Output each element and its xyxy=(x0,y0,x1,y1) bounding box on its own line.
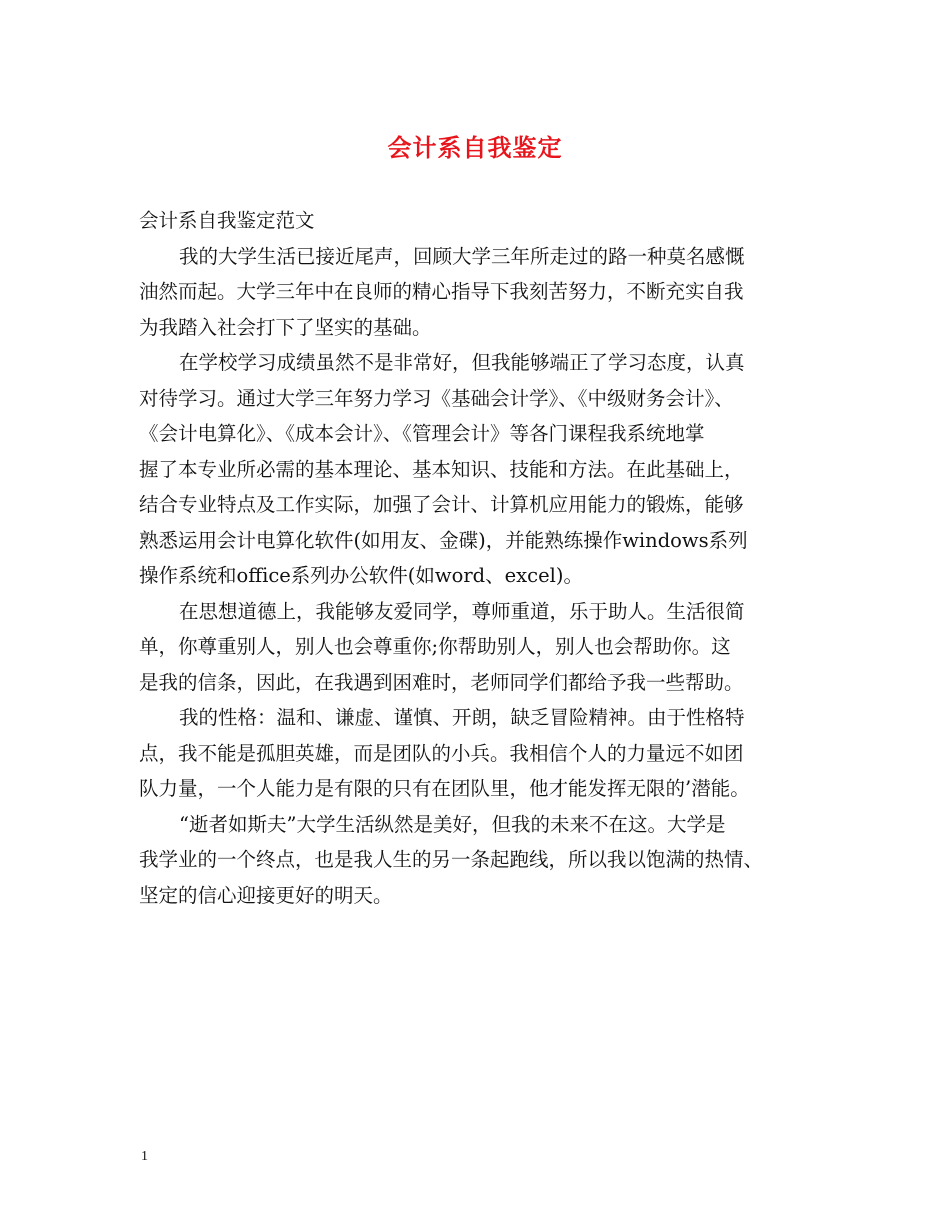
body-line: 结合专业特点及工作实际，加强了会计、计算机应用能力的锻炼，能够 xyxy=(139,493,744,516)
body-line: 我学业的一个终点，也是我人生的另一条起跑线，所以我以饱满的热情、 xyxy=(139,848,764,871)
body-line: 为我踏入社会打下了坚实的基础。 xyxy=(139,315,432,339)
body-line: 握了本专业所必需的基本理论、基本知识、技能和方法。在此基础上， xyxy=(139,457,744,481)
body-line: 《会计电算化》、《成本会计》、《管理会计》等各门课程我系统地掌 xyxy=(139,422,705,445)
body-line: 操作系统和office系列办公软件(如word、excel)。 xyxy=(139,564,583,587)
body-line: 点，我不能是孤胆英雄，而是团队的小兵。我相信个人的力量远不如团 xyxy=(139,741,744,765)
document-subtitle: 会计系自我鉴定范文 xyxy=(139,209,315,232)
body-line: 是我的信条，因此，在我遇到困难时，老师同学们都给予我一些帮助。 xyxy=(139,670,744,694)
document-title: 会计系自我鉴定 xyxy=(387,133,563,162)
body-line: 熟悉运用会计电算化软件(如用友、金碟)，并能熟练操作windows系列 xyxy=(139,528,748,552)
document-body xyxy=(139,203,819,913)
body-line: 我的大学生活已接近尾声，回顾大学三年所走过的路一种莫名感慨 xyxy=(179,244,745,268)
body-line: 坚定的信心迎接更好的明天。 xyxy=(139,883,393,907)
body-line: 在思想道德上，我能够友爱同学，尊师重道，乐于助人。生活很简 xyxy=(179,599,745,623)
body-line: 我的性格：温和、谦虚、谨慎、开朗，缺乏冒险精神。由于性格特 xyxy=(179,706,745,729)
body-lines xyxy=(139,239,819,914)
body-line: “逝者如斯夫”大学生活纵然是美好，但我的未来不在这。大学是 xyxy=(179,812,726,836)
body-line: 在学校学习成绩虽然不是非常好，但我能够端正了学习态度，认真 xyxy=(179,351,745,374)
body-line: 油然而起。大学三年中在良师的精心指导下我刻苦努力，不断充实自我 xyxy=(139,280,744,303)
body-line: 队力量，一个人能力是有限的只有在团队里，他才能发挥无限的’潜能。 xyxy=(139,777,750,800)
body-line: 单，你尊重别人，别人也会尊重你;你帮助别人，别人也会帮助你。这 xyxy=(139,635,731,658)
page-number: 1 xyxy=(141,1149,148,1164)
body-line: 对待学习。通过大学三年努力学习《基础会计学》、《中级财务会计》、 xyxy=(139,386,734,410)
